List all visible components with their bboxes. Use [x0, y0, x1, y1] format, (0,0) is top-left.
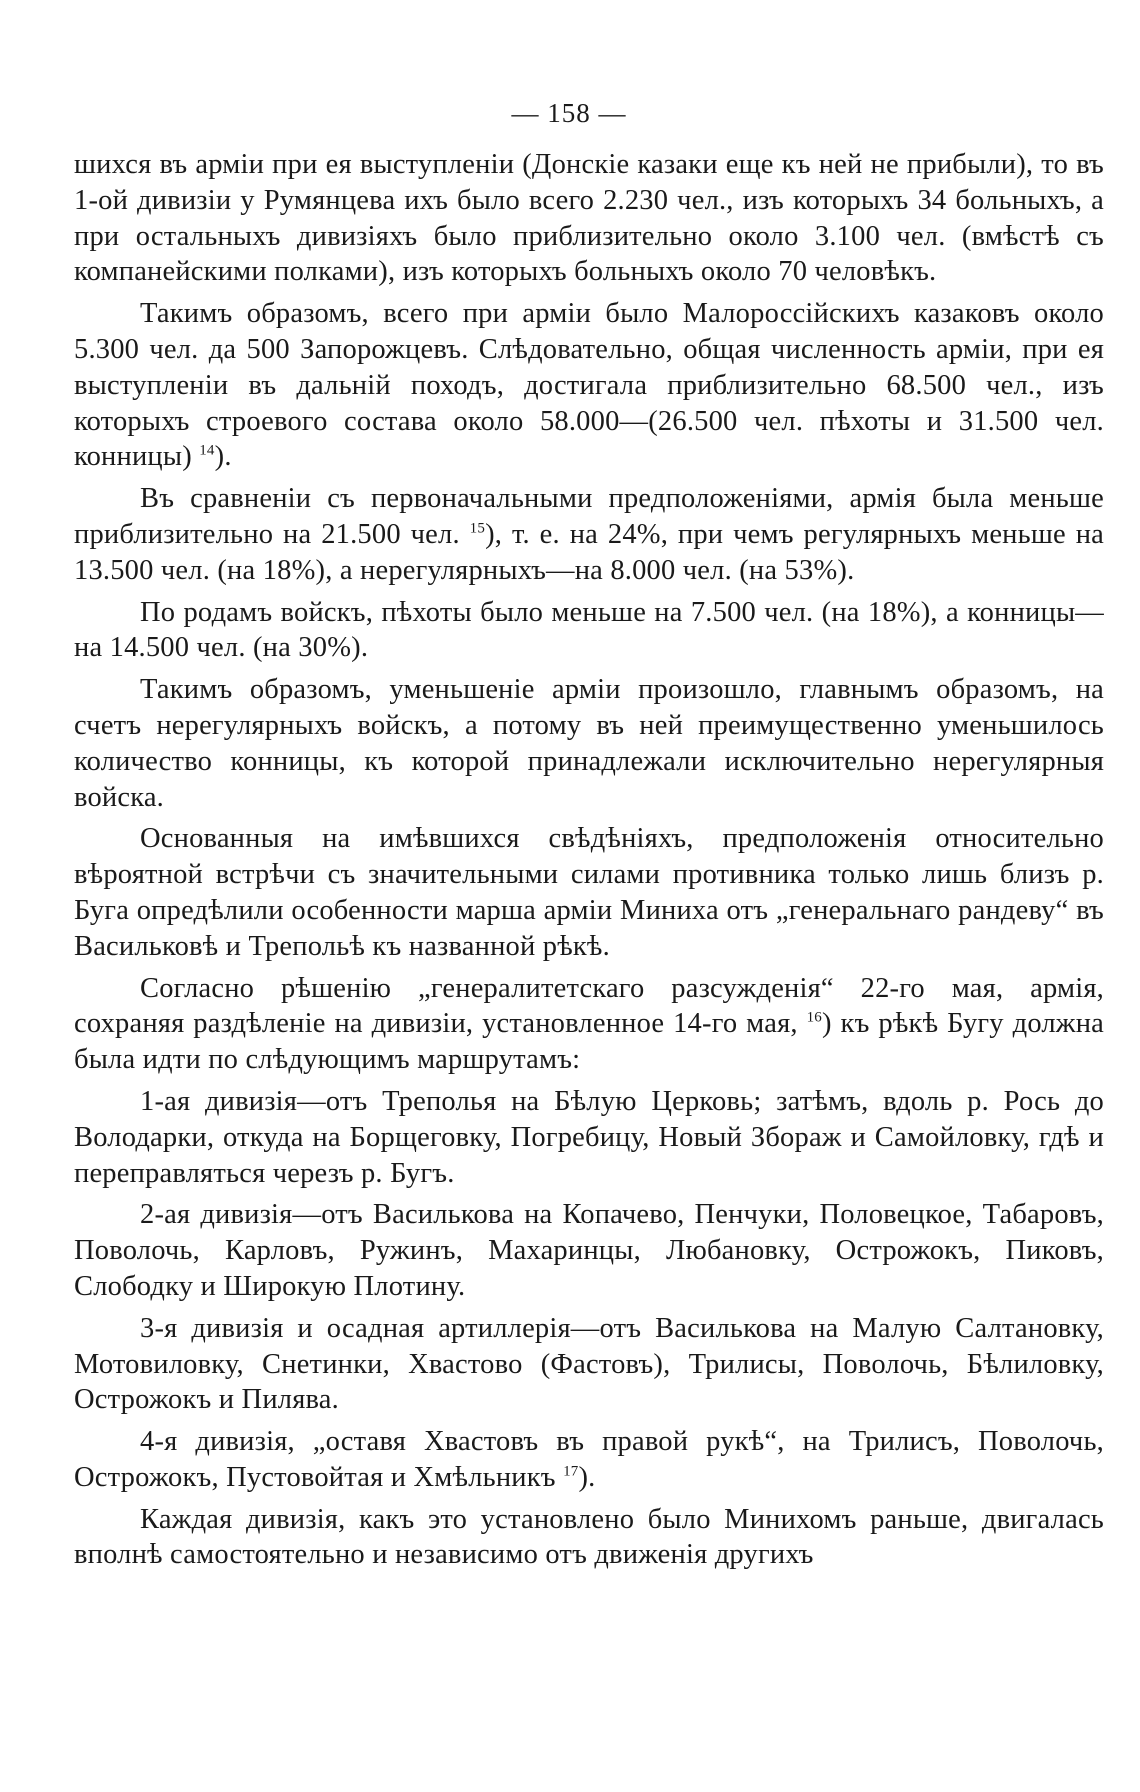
footnote-ref-15: 15: [469, 520, 486, 537]
paragraph-5: Такимъ образомъ, уменьшеніе арміи произошло, главнымъ образомъ, на счетъ нерегулярныхъ войскъ, а потому въ ней преимущественно уменьшилось количество конницы, къ которой принадлежали исключительно нерегулярныя войска.: [74, 674, 1104, 813]
paragraph-4: По родамъ войскъ, пѣхоты было меньше на 7.500 чел. (на 18%), а конницы—на 14.500 чел. (на 30%).: [74, 596, 1104, 664]
paragraph-final: Каждая дивизія, какъ это установлено было Минихомъ раньше, двигалась вполнѣ самостоятельно и независимо отъ движенія другихъ: [74, 1503, 1104, 1571]
paragraph-3: Въ сравненіи съ первоначальными предположеніями, армія была меньше приблизительно на 21.500 чел. $^{15}$), т. е. на 24%, при чемъ регулярныхъ меньше на 13.500 чел. (на 18%), а нерегулярныхъ—на 8.000 чел. (на 53%).: [74, 483, 1105, 586]
footnote-ref-17: 17: [563, 1463, 579, 1480]
paragraph-2: Такимъ образомъ, всего при арміи было Малороссійскихъ казаковъ около 5.300 чел. да 500 Запорожцевъ. Слѣдовательно, общая численность арміи, при ея выступленіи въ дальній походъ, достигала приблизительно 68.500 чел., изъ которыхъ строевого состава около 58.000—(26.500 чел. пѣхоты и 31.500 чел. конницы) $^{14}$).: [74, 298, 1104, 473]
page-number: — 158 —: [511, 98, 627, 128]
route-division-4: 4-я дивизія, „оставя Хвастовъ въ правой рукѣ“, на Трилисъ, Поволочь, Острожокъ, Пустовойтая и Хмѣльникъ $^{17}$).: [74, 1426, 1104, 1493]
route-division-3: 3-я дивизія и осадная артиллерія—отъ Василькова на Малую Салтановку, Мотовиловку, Снетинки, Хвастово (Фастовъ), Трилисы, Поволочь, Бѣлиловку, Острожокъ и Пилява.: [74, 1312, 1104, 1416]
footnote-ref-14: 14: [199, 442, 215, 459]
route-division-1: 1-ая дивизія—отъ Треполья на Бѣлую Церковь; затѣмъ, вдоль р. Рось до Володарки, откуда на Борщеговку, Погребицу, Новый Збораж и Самойловку, гдѣ и переправляться черезъ р. Бугъ.: [74, 1085, 1104, 1189]
paragraph-7: Согласно рѣшенію „генералитетскаго разсужденія“ 22-го мая, армія, сохраняя раздѣленіе на дивизіи, установленное 14-го мая, $^{16}$) къ рѣкѣ Бугу должна была идти по слѣдующимъ маршрутамъ:: [74, 972, 1105, 1076]
footnote-ref-16: 16: [806, 1009, 822, 1026]
paragraph-6: Основанныя на имѣвшихся свѣдѣніяхъ, предположенія относительно вѣроятной встрѣчи съ значительными силами противника только лишь близъ р. Буга опредѣлили особенности марша арміи Миниха отъ „генеральнаго рандеву“ въ Васильковѣ и Трепольѣ къ названной рѣкѣ.: [74, 823, 1104, 962]
document-page: [74, 98, 1104, 1579]
route-division-2: 2-ая дивизія—отъ Василькова на Копачево, Пенчуки, Половецкое, Табаровъ, Поволочь, Карловъ, Ружинъ, Махаринцы, Любановку, Острожокъ, Пиковъ, Слободку и Широкую Плотину.: [74, 1199, 1104, 1302]
paragraph-1: шихся въ арміи при ея выступленіи (Донскіе казаки еще къ ней не прибыли), то въ 1-ой дивизіи у Румянцева ихъ было всего 2.230 чел., изъ которыхъ 34 больныхъ, а при остальныхъ дивизіяхъ было приблизительно около 3.100 чел. (вмѣстѣ съ компанейскими полками), изъ которыхъ больныхъ около 70 человѣкъ.: [74, 149, 1104, 288]
